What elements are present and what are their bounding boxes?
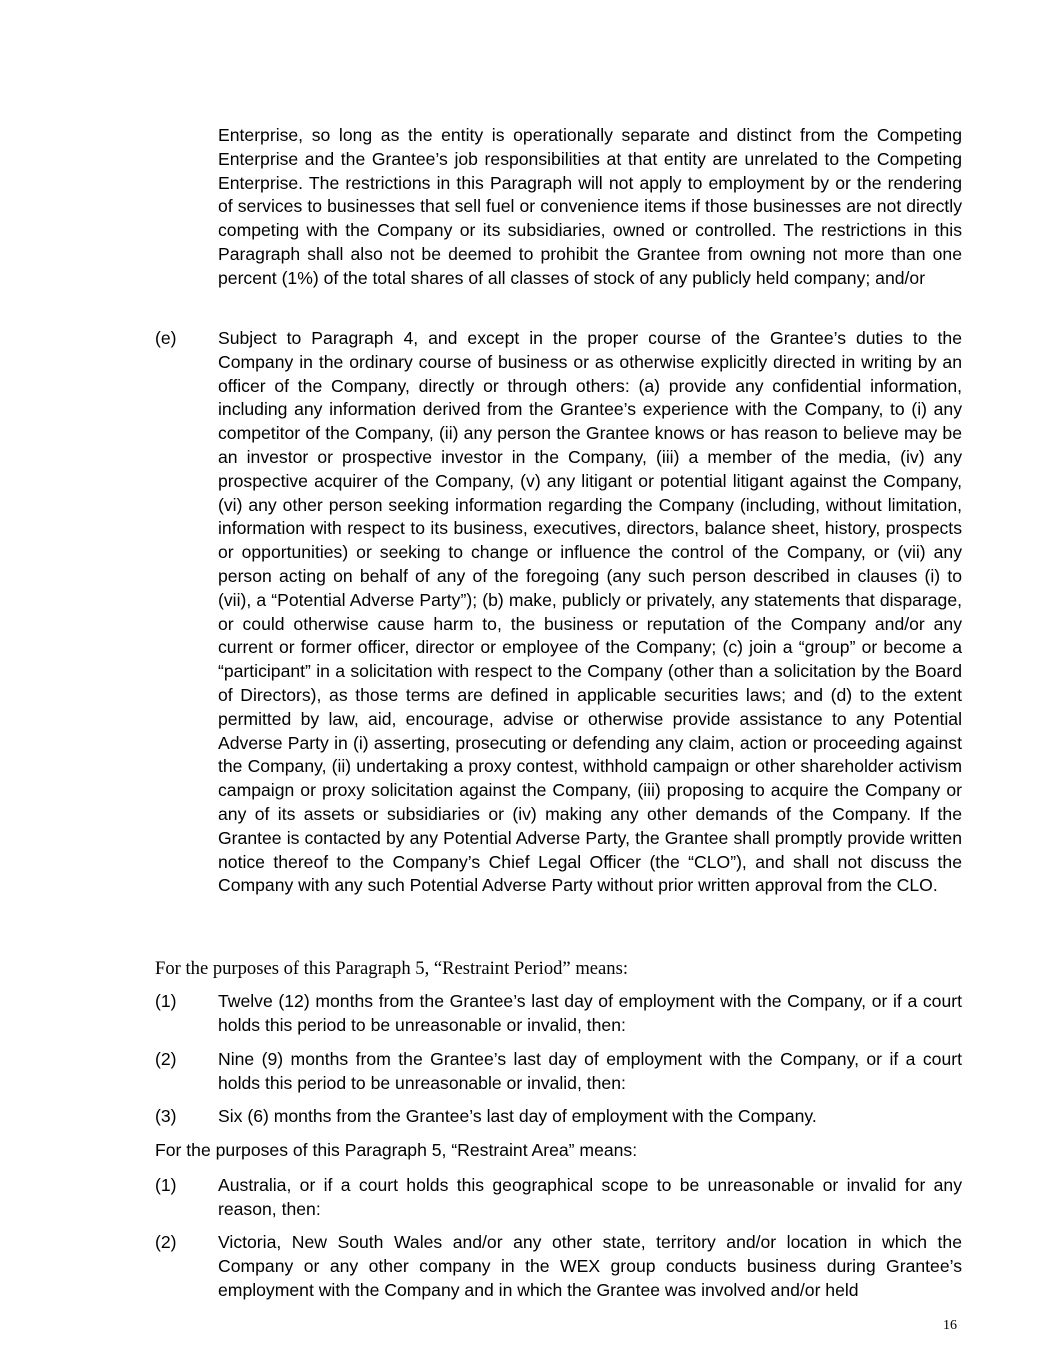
continuation-paragraph: Enterprise, so long as the entity is operationally separate and distinct from the Competing Enterprise and the Grantee’s job responsibilities at that entity are unrelated to the Competing Enterprise. The restrictions in this Paragraph will not apply to employment by or the rendering of services to businesses that sell fuel or convenience items if those businesses are not directly competing with the Company or its subsidiaries, owned or controlled. The restrictions in this Paragraph shall also not be deemed to prohibit the Grantee from owning not more than one percent (1%) of the total shares of all classes of stock of any publicly held company; and/or — [218, 125, 962, 288]
restraint-area-intro: For the purposes of this Paragraph 5, “Restraint Area” means: — [155, 1140, 638, 1160]
clause-e-label: (e) — [155, 328, 177, 348]
restraint-period-item-1: Twelve (12) months from the Grantee’s last day of employment with the Company, or if a court holds this period to be unreasonable or invalid, then: — [218, 991, 962, 1035]
restraint-period-item-3: Six (6) months from the Grantee’s last day of employment with the Company. — [218, 1106, 817, 1126]
restraint-area-label-1: (1) — [155, 1175, 177, 1195]
restraint-area-item-1: Australia, or if a court holds this geographical scope to be unreasonable or invalid for any reason, then: — [218, 1175, 962, 1219]
restraint-period-label-1: (1) — [155, 991, 177, 1011]
restraint-period-item-2: Nine (9) months from the Grantee’s last day of employment with the Company, or if a court holds this period to be unreasonable or invalid, then: — [218, 1049, 962, 1093]
clause-e-text: Subject to Paragraph 4, and except in the proper course of the Grantee’s duties to the Company in the ordinary course of business or as otherwise explicitly directed in writing by an officer of the Company, directly or through others: (a) provide any confidential information, including any information derived from the Grantee’s experience with the Company, to (i) any competitor of the Company, (ii) any person the Grantee knows or has reason to believe may be an investor or prospective investor in the Company, (iii) a member of the media, (iv) any prospective acquirer of the Company, (v) any litigant or potential litigant against the Company, (vi) any other person seeking information regarding the Company (including, without limitation, information with respect to its business, executives, directors, balance sheet, history, prospects or opportunities) or seeking to change or influence the control of the Company, or (vii) any person acting on behalf of any of the foregoing (any such person described in clauses (i) to (vii), a “Potential Adverse Party”); (b) make, publicly or privately, any statements that disparage, or could otherwise cause harm to, the business or reputation of the Company and/or any current or former officer, director or employee of the Company; (c) join a “group” or become a “participant” in a solicitation with respect to the Company (other than a solicitation by the Board of Directors), as those terms are defined in applicable securities laws; and (d) to the extent permitted by law, aid, encourage, advise or otherwise provide assistance to any Potential Adverse Party in (i) asserting, prosecuting or defending any claim, action or proceeding against the Company, (ii) undertaking a proxy contest, withhold campaign or other shareholder activism campaign or proxy solicitation against the Company, (iii) proposing to acquire the Company or any of its assets or subsidiaries or (iv) making any other demands of the Company. If the Grantee is contacted by any Potential Adverse Party, the Grantee shall promptly provide written notice thereof to the Company’s Chief Legal Officer (the “CLO”), and shall not discuss the Company with any such Potential Adverse Party without prior written approval from the CLO. — [218, 328, 962, 896]
restraint-period-intro: For the purposes of this Paragraph 5, “Restraint Period” means: — [155, 958, 629, 979]
restraint-area-item-2: Victoria, New South Wales and/or any other state, territory and/or location in which the Company or any other company in the WEX group conducts business during Grantee’s employment with the Company and in which the Grantee was involved and/or held — [218, 1232, 962, 1300]
page-number: 16 — [943, 1318, 957, 1333]
restraint-area-label-2: (2) — [155, 1232, 177, 1252]
restraint-period-label-3: (3) — [155, 1106, 177, 1126]
restraint-period-label-2: (2) — [155, 1049, 177, 1069]
